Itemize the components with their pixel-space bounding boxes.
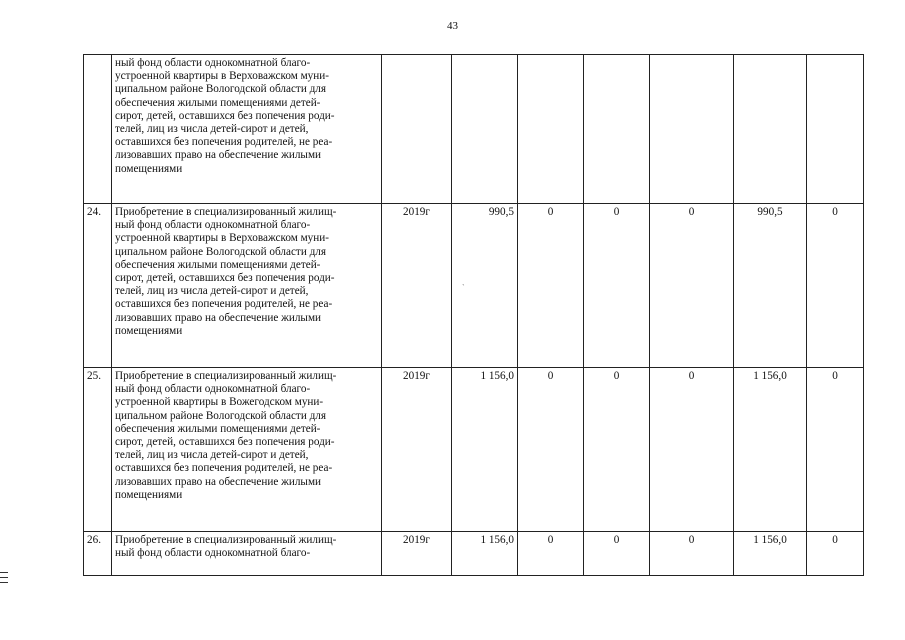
row-number: 25. [84, 368, 112, 532]
scan-edge-mark [0, 577, 8, 578]
total-cell: 990,5 [452, 204, 518, 368]
value-cell [650, 55, 734, 204]
description-line: устроенной квартиры в Верховажском муни- [115, 70, 329, 83]
value-cell: 0 [584, 368, 650, 532]
table-row [84, 204, 864, 368]
row-description [112, 368, 382, 532]
description-line: сирот, детей, оставшихся без попечения роди- [115, 272, 335, 285]
year-cell: 2019г [382, 532, 452, 576]
description-line: помещениями [115, 488, 183, 501]
description-line: телей, лиц из числа детей-сирот и детей, [115, 123, 309, 136]
value-cell [584, 55, 650, 204]
value-cell: 0 [650, 368, 734, 532]
description-line: ципальном районе Вологодской области для [115, 83, 327, 96]
total-cell: 1 156,0 [452, 532, 518, 576]
row-number [84, 55, 112, 204]
description-line: Приобретение в специализированный жилищ- [115, 206, 337, 218]
row-number: 24. [84, 204, 112, 368]
value-cell [518, 55, 584, 204]
description-line: ципальном районе Вологодской области для [115, 409, 327, 422]
value-cell: 1 156,0 [734, 368, 807, 532]
description-line: оставшихся без попечения родителей, не реа- [115, 298, 333, 311]
scan-edge-mark [0, 582, 8, 583]
value-cell: 0 [807, 368, 864, 532]
description-line: устроенной квартиры в Вожегодском муни- [115, 396, 324, 409]
table-row [84, 55, 864, 204]
description-line: сирот, детей, оставшихся без попечения роди- [115, 436, 335, 449]
description-line: лизовавших право на обеспечение жилыми [115, 475, 322, 488]
page-number: 43 [447, 20, 458, 32]
year-cell: 2019г [382, 204, 452, 368]
value-cell: 0 [584, 532, 650, 576]
value-cell: 0 [650, 532, 734, 576]
scan-speck: ` [462, 283, 465, 292]
value-cell: 0 [518, 532, 584, 576]
value-cell: 1 156,0 [734, 532, 807, 576]
value-cell: 0 [807, 532, 864, 576]
value-cell: 0 [650, 204, 734, 368]
description-line: ный фонд области однокомнатной благо- [115, 547, 311, 560]
description-line: устроенной квартиры в Верховажском муни- [115, 232, 329, 245]
value-cell: 990,5 [734, 204, 807, 368]
value-cell: 0 [807, 204, 864, 368]
description-line: помещениями [115, 324, 183, 337]
description-line: ный фонд области однокомнатной благо- [115, 383, 311, 396]
value-cell: 0 [518, 204, 584, 368]
value-cell: 0 [584, 204, 650, 368]
year-cell: 2019г [382, 368, 452, 532]
total-cell [452, 55, 518, 204]
description-line: Приобретение в специализированный жилищ- [115, 370, 337, 382]
description-line: обеспечения жилыми помещениями детей- [115, 258, 321, 271]
row-description [112, 204, 382, 368]
table-row [84, 368, 864, 532]
description-line: телей, лиц из числа детей-сирот и детей, [115, 285, 309, 298]
value-cell [807, 55, 864, 204]
row-description [112, 532, 382, 576]
description-line: лизовавших право на обеспечение жилыми [115, 149, 322, 162]
description-line: Приобретение в специализированный жилищ- [115, 534, 337, 546]
description-line: обеспечения жилыми помещениями детей- [115, 422, 321, 435]
program-table [83, 54, 864, 576]
scan-edge-mark [0, 572, 8, 573]
row-description [112, 55, 382, 204]
description-line: телей, лиц из числа детей-сирот и детей, [115, 449, 309, 462]
total-cell: 1 156,0 [452, 368, 518, 532]
description-line: помещениями [115, 162, 183, 175]
description-line: ципальном районе Вологодской области для [115, 245, 327, 258]
description-line: обеспечения жилыми помещениями детей- [115, 96, 321, 109]
description-line: оставшихся без попечения родителей, не реа- [115, 136, 333, 149]
description-line: ный фонд области однокомнатной благо- [115, 219, 311, 232]
description-line: ный фонд области однокомнатной благо- [115, 57, 311, 69]
year-cell [382, 55, 452, 204]
value-cell: 0 [518, 368, 584, 532]
value-cell [734, 55, 807, 204]
description-line: лизовавших право на обеспечение жилыми [115, 311, 322, 324]
row-number: 26. [84, 532, 112, 576]
description-line: сирот, детей, оставшихся без попечения роди- [115, 109, 335, 122]
description-line: оставшихся без попечения родителей, не реа- [115, 462, 333, 475]
table-row [84, 532, 864, 576]
